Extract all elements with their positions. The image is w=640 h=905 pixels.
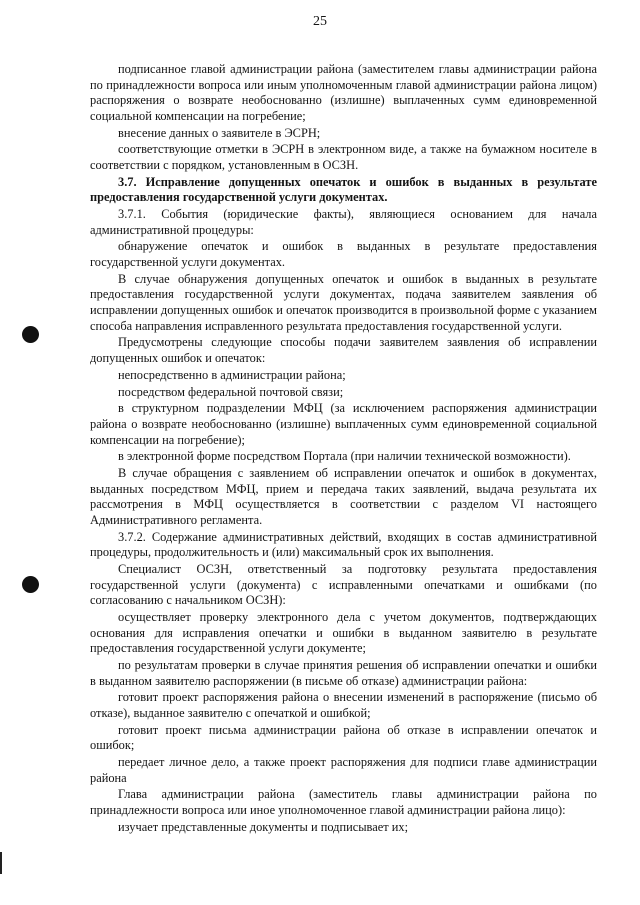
page-number: 25 <box>313 14 327 29</box>
paragraph: внесение данных о заявителе в ЭСРН; <box>118 125 321 140</box>
paragraph: осуществляет проверку электронного дела с учетом документов, подтверждающих основания для исправления опечатки и ошибки в выданном заявителю в результате предоставления государственной услуги документе; <box>90 610 597 656</box>
section-heading: 3.7. Исправление допущенных опечаток и ошибок в выданных в результате предоставления государственной услуги документах. <box>90 174 597 205</box>
scan-edge-mark <box>0 852 2 874</box>
paragraph: Глава администрации района (заместитель главы администрации района по принадлежности вопроса или иное уполномоченное главой администрации района лицо): <box>90 787 597 818</box>
paragraph: по результатам проверки в случае принятия решения об исправлении опечатки и ошибки в выданном заявителю распоряжении (в письме об отказе) администрации района: <box>90 657 597 688</box>
document-body <box>90 62 597 837</box>
paragraph: непосредственно в администрации района; <box>118 367 346 382</box>
paragraph: в электронной форме посредством Портала (при наличии технической возможности). <box>118 449 571 464</box>
paragraph: обнаружение опечаток и ошибок в выданных в результате предоставления государственной услуги документах. <box>90 239 597 270</box>
paragraph: Предусмотрены следующие способы подачи заявителем заявления об исправлении допущенных ошибок и опечаток: <box>90 335 597 365</box>
paragraph: в структурном подразделении МФЦ (за исключением распоряжения администрации района о возврате необоснованно (излишне) выплаченных сумм единовременной социальной компенсации на погребение); <box>90 401 597 447</box>
paragraph: В случае обращения с заявлением об исправлении опечаток и ошибок в документах, выданных посредством МФЦ, прием и передача таких заявлений, выдача результата их рассмотрения в МФЦ осуществляется в соответствии с разделом VI настоящего Административного регламента. <box>90 466 597 527</box>
paragraph: передает личное дело, а также проект распоряжения для подписи главе администрации района <box>90 755 597 785</box>
paragraph: подписанное главой администрации района (заместителем главы администрации района по принадлежности вопроса или иным уполномоченным главой администрации района лицом) распоряжения о возврате необоснованно (излишне) выплаченных сумм единовременной социальной компенсации на погребение; <box>90 62 597 123</box>
paragraph: готовит проект распоряжения района о внесении изменений в распоряжение (письмо об отказе), выданное заявителю с опечаткой и ошибкой; <box>90 690 597 720</box>
paragraph: посредством федеральной почтовой связи; <box>118 384 344 399</box>
paragraph: соответствующие отметки в ЭСРН в электронном виде, а также на бумажном носителе в соответствии с порядком, установленным в ОСЗН. <box>90 142 597 172</box>
paragraph: 3.7.1. События (юридические факты), являющиеся основанием для начала административной процедуры: <box>90 207 597 237</box>
paragraph: В случае обнаружения допущенных опечаток и ошибок в выданных в результате предоставления государственной услуги документах, подача заявителем заявления об исправлении допущенных ошибок и опечаток производится в произвольной форме с указанием способа направления исправленного результата предоставления государственной услуги. <box>90 271 597 333</box>
paragraph: Специалист ОСЗН, ответственный за подготовку результата предоставления государственной услуги (документа) с исправленными опечатками и ошибками (по согласованию с начальником ОСЗН): <box>90 562 597 608</box>
paragraph: 3.7.2. Содержание административных действий, входящих в состав административной процедуры, продолжительность и (или) максимальный срок их выполнения. <box>90 529 597 560</box>
paragraph: готовит проект письма администрации района об отказе в исправлении опечаток и ошибок; <box>90 722 597 753</box>
punch-hole-top <box>22 326 39 343</box>
punch-hole-bottom <box>22 576 39 593</box>
paragraph: изучает представленные документы и подписывает их; <box>118 819 409 834</box>
